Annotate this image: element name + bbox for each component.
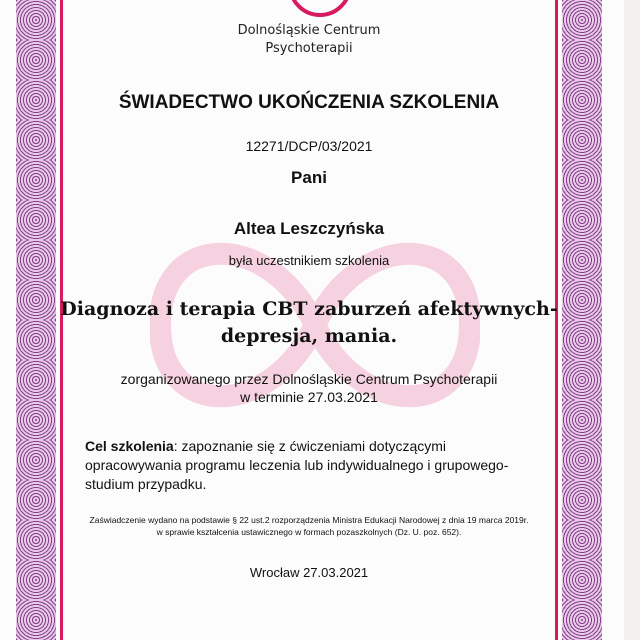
legal-basis xyxy=(60,514,558,538)
recipient-name: Altea Leszczyńska xyxy=(233,219,385,238)
goal-label: Cel szkolenia xyxy=(85,438,174,454)
logo-icon xyxy=(270,0,370,20)
certificate-title: ŚWIADECTWO UKOŃCZENIA SZKOLENIA xyxy=(118,92,500,113)
certificate-number: 12271/DCP/03/2021 xyxy=(245,138,373,154)
salutation: Pani xyxy=(291,168,327,187)
training-goal xyxy=(85,437,545,494)
right-guilloche-border xyxy=(562,0,602,640)
course-title xyxy=(60,296,558,350)
left-guilloche-border xyxy=(16,0,56,640)
legal-line2: w sprawie kształcenia ustawicznego w formach pozaszkolnych (Dz. U. poz. 652). xyxy=(156,527,462,537)
organizer-info xyxy=(60,370,558,406)
organization-name xyxy=(60,22,558,58)
organized-by: zorganizowanego przez Dolnośląskie Centrum Psychoterapii xyxy=(120,371,498,387)
place-and-date: Wrocław 27.03.2021 xyxy=(249,565,369,580)
participation-text: była uczestnikiem szkolenia xyxy=(228,253,390,268)
course-title-line2: depresja, mania. xyxy=(220,325,398,347)
course-title-line1: Diagnoza i terapia CBT zaburzeń afektywnych- xyxy=(60,298,558,320)
goal-text: : zapoznanie się z ćwiczeniami dotyczącymi opracowywania programu leczenia lub indywidualnego i grupowego-studium przypadku. xyxy=(85,438,509,492)
org-name-line2: Psychoterapii xyxy=(265,41,353,56)
legal-line1: Zaświadczenie wydano na podstawie § 22 ust.2 rozporządzenia Ministra Edukacji Narodowej z dnia 19 marca 2019r. xyxy=(89,515,529,525)
org-name-line1: Dolnośląskie Centrum xyxy=(237,23,381,38)
training-date: w terminie 27.03.2021 xyxy=(240,389,378,405)
